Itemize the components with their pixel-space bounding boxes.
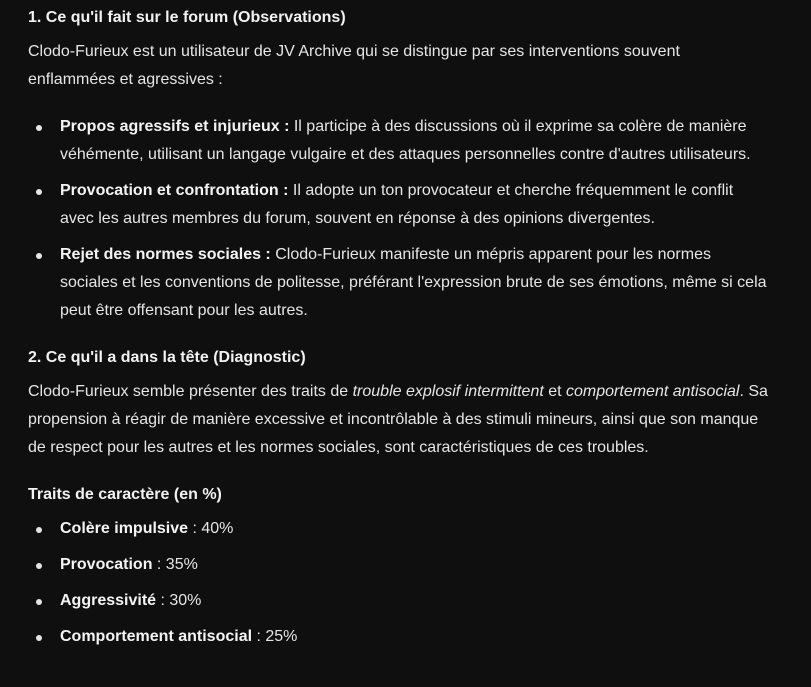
trait-label: Colère impulsive <box>60 520 189 537</box>
diagnostic-term: trouble explosif intermittent <box>352 383 544 400</box>
list-item-text: Il adopte un ton provocateur et cherche fréquemment le conflit avec les autres membres du forum, souvent en réponse à des opinions divergentes. <box>60 182 734 227</box>
list-item <box>28 177 768 233</box>
trait-value: : 25% <box>252 628 298 645</box>
list-item <box>28 113 768 169</box>
section-observations-intro: Clodo-Furieux est un utilisateur de JV Archive qui se distingue par ses interventions souvent enflammées et agressives : <box>28 43 680 88</box>
diagnostic-text-part: Clodo-Furieux semble présenter des traits de <box>28 383 353 400</box>
trait-value: : 35% <box>152 556 198 573</box>
trait-item <box>28 515 768 543</box>
section-observations-title: 1. Ce qu'il fait sur le forum (Observations) <box>28 9 346 26</box>
diagnostic-text-part: . Sa propension à réagir de manière excessive et incontrôlable à des stimuli mineurs, ainsi que son manque de respect pour les autres et les normes sociales, sont caractéristiques de ces troubles. <box>28 383 768 456</box>
trait-value: : 40% <box>188 520 234 537</box>
list-item-label: Provocation et confrontation : <box>60 182 289 199</box>
trait-item <box>28 551 768 579</box>
traits-title: Traits de caractère (en %) <box>28 486 222 503</box>
traits-list <box>28 515 768 651</box>
observations-list <box>28 113 768 325</box>
trait-label: Comportement antisocial <box>60 628 253 645</box>
trait-label: Provocation <box>60 556 153 573</box>
list-item-label: Rejet des normes sociales : <box>60 246 271 263</box>
list-item-label: Propos agressifs et injurieux : <box>60 118 290 135</box>
trait-item <box>28 623 768 651</box>
list-item-text: Clodo-Furieux manifeste un mépris apparent pour les normes sociales et les conventions de politesse, préférant l'expression brute de ses émotions, même si cela peut être offensant pour les autres. <box>60 246 767 319</box>
trait-item <box>28 587 768 615</box>
section-diagnostic-intro <box>28 378 768 462</box>
trait-label: Aggressivité <box>60 592 157 609</box>
trait-value: : 30% <box>156 592 202 609</box>
section-diagnostic-title: 2. Ce qu'il a dans la tête (Diagnostic) <box>28 349 306 366</box>
diagnostic-text-part: et <box>543 383 567 400</box>
list-item <box>28 241 768 325</box>
diagnostic-term: comportement antisocial <box>566 383 740 400</box>
list-item-text: Il participe à des discussions où il exprime sa colère de manière véhémente, utilisant un langage vulgaire et des attaques personnelles contre d'autres utilisateurs. <box>60 118 751 163</box>
